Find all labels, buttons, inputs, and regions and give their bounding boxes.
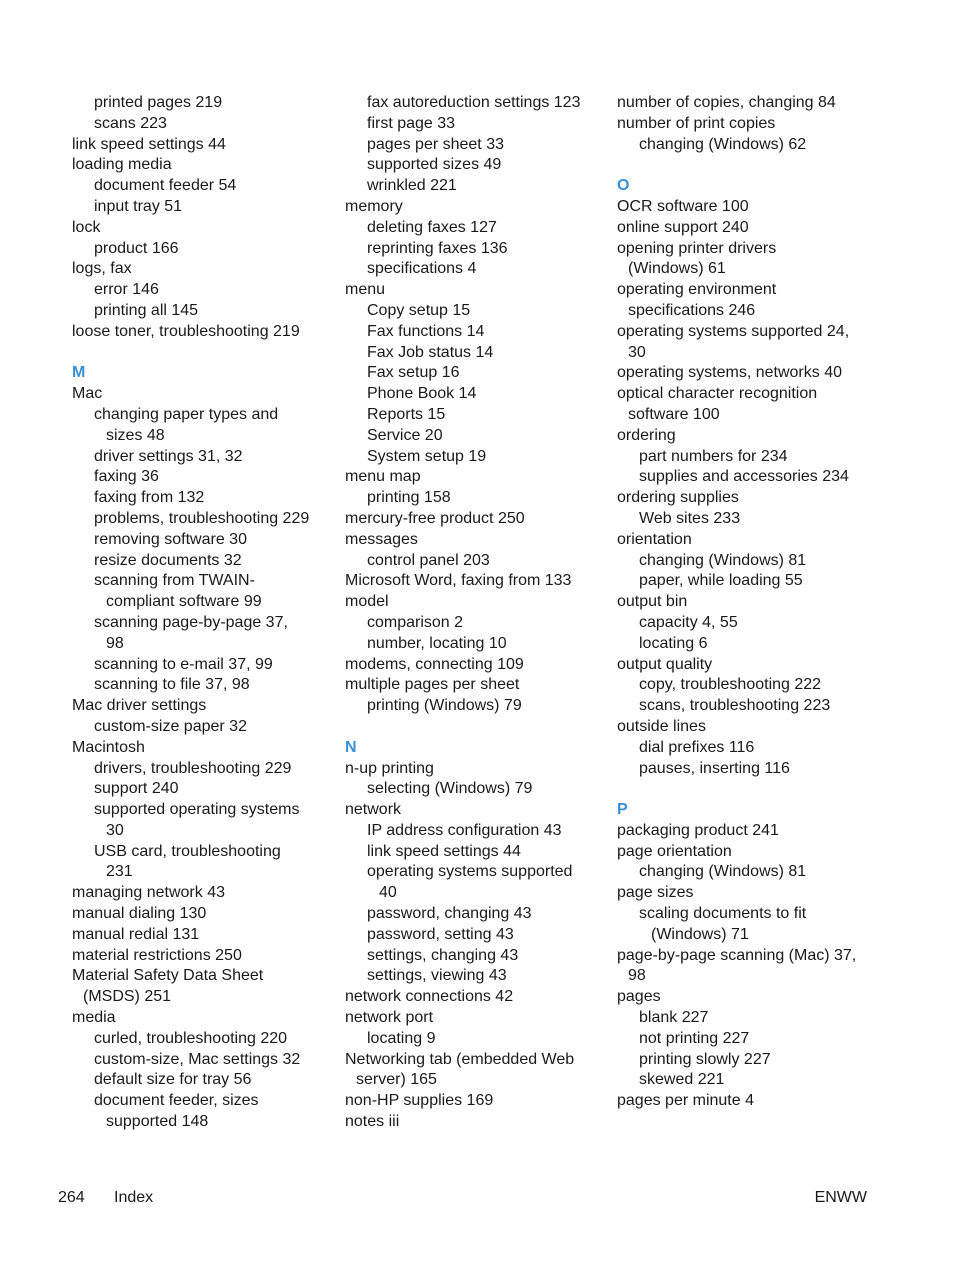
index-entry: n-up printing [345, 759, 434, 777]
index-subentry: document feeder 54 [94, 177, 237, 195]
index-entry: menu map [345, 468, 421, 486]
index-entry: opening printer drivers [617, 239, 777, 257]
index-subentry: resize documents 32 [94, 551, 242, 569]
index-entry: model [345, 593, 389, 611]
section-spacer [617, 779, 879, 800]
index-subentry: password, setting 43 [367, 925, 514, 943]
index-entry: network port [345, 1009, 434, 1027]
index-subentry: Fax setup 16 [367, 364, 460, 382]
index-entry: network connections 42 [345, 988, 514, 1006]
index-subentry: capacity 4, 55 [639, 613, 738, 631]
index-subentry: server) 165 [356, 1071, 437, 1089]
index-entry: orientation [617, 530, 692, 548]
section-spacer [72, 343, 334, 364]
index-subentry: locating 9 [367, 1029, 436, 1047]
index-subentry: Reports 15 [367, 405, 446, 423]
index-entry: manual redial 131 [72, 925, 200, 943]
index-entry: managing network 43 [72, 884, 225, 902]
index-letter-heading: N [345, 738, 357, 756]
index-column-2 [345, 93, 607, 1133]
index-subentry: not printing 227 [639, 1029, 750, 1047]
index-subentry: scanning page-by-page 37, [94, 613, 288, 631]
index-subentry: sizes 48 [106, 426, 165, 444]
index-subentry: supplies and accessories 234 [639, 468, 849, 486]
index-subentry: selecting (Windows) 79 [367, 780, 533, 798]
index-subentry: (Windows) 71 [651, 925, 749, 943]
section-name: Index [114, 1189, 154, 1206]
index-entry: Macintosh [72, 738, 145, 756]
index-subentry: specifications 246 [628, 301, 756, 319]
index-subentry: 40 [379, 884, 397, 902]
index-subentry: operating systems supported [367, 863, 573, 881]
index-entry: optical character recognition [617, 385, 818, 403]
index-entry: page orientation [617, 842, 732, 860]
index-entry: OCR software 100 [617, 197, 749, 215]
index-subentry: Fax functions 14 [367, 322, 485, 340]
index-entry: messages [345, 530, 418, 548]
index-subentry: number, locating 10 [367, 634, 507, 652]
index-subentry: printed pages 219 [94, 94, 223, 111]
index-subentry: (MSDS) 251 [83, 988, 172, 1006]
index-subentry: 231 [106, 863, 133, 881]
index-subentry: USB card, troubleshooting [94, 842, 281, 860]
index-entry: link speed settings 44 [72, 135, 226, 153]
index-subentry: skewed 221 [639, 1071, 725, 1089]
index-subentry: blank 227 [639, 1009, 709, 1027]
index-entry: packaging product 241 [617, 821, 779, 839]
index-entry: Material Safety Data Sheet [72, 967, 264, 985]
index-subentry: faxing from 132 [94, 489, 205, 507]
index-subentry: compliant software 99 [106, 593, 262, 611]
index-subentry: Fax Job status 14 [367, 343, 494, 361]
index-subentry: fax autoreduction settings 123 [367, 94, 581, 111]
index-subentry: input tray 51 [94, 197, 183, 215]
index-subentry: changing (Windows) 81 [639, 863, 807, 881]
index-subentry: printing slowly 227 [639, 1050, 771, 1068]
index-subentry: part numbers for 234 [639, 447, 788, 465]
index-entry: Mac driver settings [72, 697, 207, 715]
index-subentry: 98 [106, 634, 124, 652]
index-subentry: document feeder, sizes [94, 1092, 259, 1110]
index-entry: online support 240 [617, 218, 749, 236]
index-entry: pages [617, 988, 661, 1006]
index-column-3 [617, 93, 879, 1112]
section-spacer [345, 717, 607, 738]
index-subentry: deleting faxes 127 [367, 218, 497, 236]
index-entry: Mac [72, 385, 103, 403]
index-subentry: changing (Windows) 81 [639, 551, 807, 569]
index-entry: outside lines [617, 717, 706, 735]
index-subentry: scanning from TWAIN- [94, 572, 255, 590]
index-subentry: dial prefixes 116 [639, 738, 755, 756]
index-subentry: drivers, troubleshooting 229 [94, 759, 292, 777]
index-entry: ordering [617, 426, 676, 444]
index-entry: page-by-page scanning (Mac) 37, [617, 946, 857, 964]
index-subentry: pauses, inserting 116 [639, 759, 790, 777]
index-subentry: support 240 [94, 780, 179, 798]
index-entry: number of copies, changing 84 [617, 94, 836, 111]
index-entry: notes iii [345, 1113, 400, 1131]
index-entry: ordering supplies [617, 489, 739, 507]
section-spacer [617, 155, 879, 176]
index-subentry: locating 6 [639, 634, 708, 652]
index-entry: loading media [72, 156, 172, 174]
index-subentry: specifications 4 [367, 260, 477, 278]
index-subentry: control panel 203 [367, 551, 490, 569]
index-entry: mercury-free product 250 [345, 509, 525, 527]
index-entry: operating environment [617, 281, 777, 299]
index-entry: operating systems, networks 40 [617, 364, 842, 382]
index-entry: modems, connecting 109 [345, 655, 524, 673]
index-subentry: settings, viewing 43 [367, 967, 507, 985]
index-subentry: default size for tray 56 [94, 1071, 252, 1089]
index-subentry: Copy setup 15 [367, 301, 471, 319]
index-entry: Networking tab (embedded Web [345, 1050, 575, 1068]
index-entry: output bin [617, 593, 688, 611]
index-entry: loose toner, troubleshooting 219 [72, 322, 300, 340]
index-subentry: System setup 19 [367, 447, 487, 465]
index-entry: menu [345, 281, 386, 299]
index-subentry: software 100 [628, 405, 720, 423]
index-subentry: 98 [628, 967, 646, 985]
index-entry: pages per minute 4 [617, 1092, 754, 1110]
index-subentry: error 146 [94, 281, 159, 299]
index-letter-heading: M [72, 364, 86, 382]
index-entry: non-HP supplies 169 [345, 1092, 494, 1110]
index-subentry: reprinting faxes 136 [367, 239, 508, 257]
index-subentry: supported 148 [106, 1113, 209, 1131]
index-subentry: curled, troubleshooting 220 [94, 1029, 288, 1047]
index-letter-heading: O [617, 177, 630, 195]
index-entry: operating systems supported 24, [617, 322, 850, 340]
index-subentry: link speed settings 44 [367, 842, 521, 860]
index-subentry: printing all 145 [94, 301, 199, 319]
index-subentry: printing (Windows) 79 [367, 697, 522, 715]
index-subentry: wrinkled 221 [367, 177, 457, 195]
index-subentry: Web sites 233 [639, 509, 741, 527]
index-subentry: custom-size paper 32 [94, 717, 247, 735]
index-entry: manual dialing 130 [72, 905, 207, 923]
index-subentry: password, changing 43 [367, 905, 532, 923]
index-subentry: scanning to file 37, 98 [94, 676, 250, 694]
index-entry: memory [345, 197, 403, 215]
index-subentry: scans, troubleshooting 223 [639, 697, 831, 715]
index-subentry: 30 [628, 343, 646, 361]
index-subentry: scanning to e-mail 37, 99 [94, 655, 273, 673]
index-entry: material restrictions 250 [72, 946, 242, 964]
index-entry: page sizes [617, 884, 694, 902]
index-subentry: supported sizes 49 [367, 156, 502, 174]
index-subentry: copy, troubleshooting 222 [639, 676, 822, 694]
index-subentry: Phone Book 14 [367, 385, 477, 403]
index-subentry: first page 33 [367, 114, 456, 132]
index-subentry: scaling documents to fit [639, 905, 807, 923]
index-entry: logs, fax [72, 260, 132, 278]
index-entry: number of print copies [617, 114, 776, 132]
index-column-1 [72, 93, 334, 1133]
index-entry: output quality [617, 655, 713, 673]
index-entry: media [72, 1009, 116, 1027]
index-entry: Microsoft Word, faxing from 133 [345, 572, 572, 590]
page-number: 264 [58, 1189, 85, 1206]
index-subentry: pages per sheet 33 [367, 135, 504, 153]
footer-code: ENWW [814, 1189, 867, 1206]
index-subentry: changing (Windows) 62 [639, 135, 807, 153]
index-subentry: supported operating systems [94, 801, 300, 819]
index-subentry: driver settings 31, 32 [94, 447, 243, 465]
index-subentry: (Windows) 61 [628, 260, 726, 278]
index-entry: multiple pages per sheet [345, 676, 520, 694]
index-subentry: problems, troubleshooting 229 [94, 509, 310, 527]
index-subentry: changing paper types and [94, 405, 279, 423]
index-subentry: product 166 [94, 239, 179, 257]
index-subentry: IP address configuration 43 [367, 821, 562, 839]
index-subentry: Service 20 [367, 426, 443, 444]
index-subentry: settings, changing 43 [367, 946, 519, 964]
index-subentry: printing 158 [367, 489, 451, 507]
index-letter-heading: P [617, 801, 628, 819]
index-entry: lock [72, 218, 101, 236]
index-subentry: faxing 36 [94, 468, 159, 486]
index-subentry: paper, while loading 55 [639, 572, 803, 590]
index-subentry: comparison 2 [367, 613, 464, 631]
index-subentry: scans 223 [94, 114, 167, 132]
index-subentry: removing software 30 [94, 530, 247, 548]
index-entry: network [345, 801, 402, 819]
index-subentry: custom-size, Mac settings 32 [94, 1050, 301, 1068]
index-subentry: 30 [106, 821, 124, 839]
